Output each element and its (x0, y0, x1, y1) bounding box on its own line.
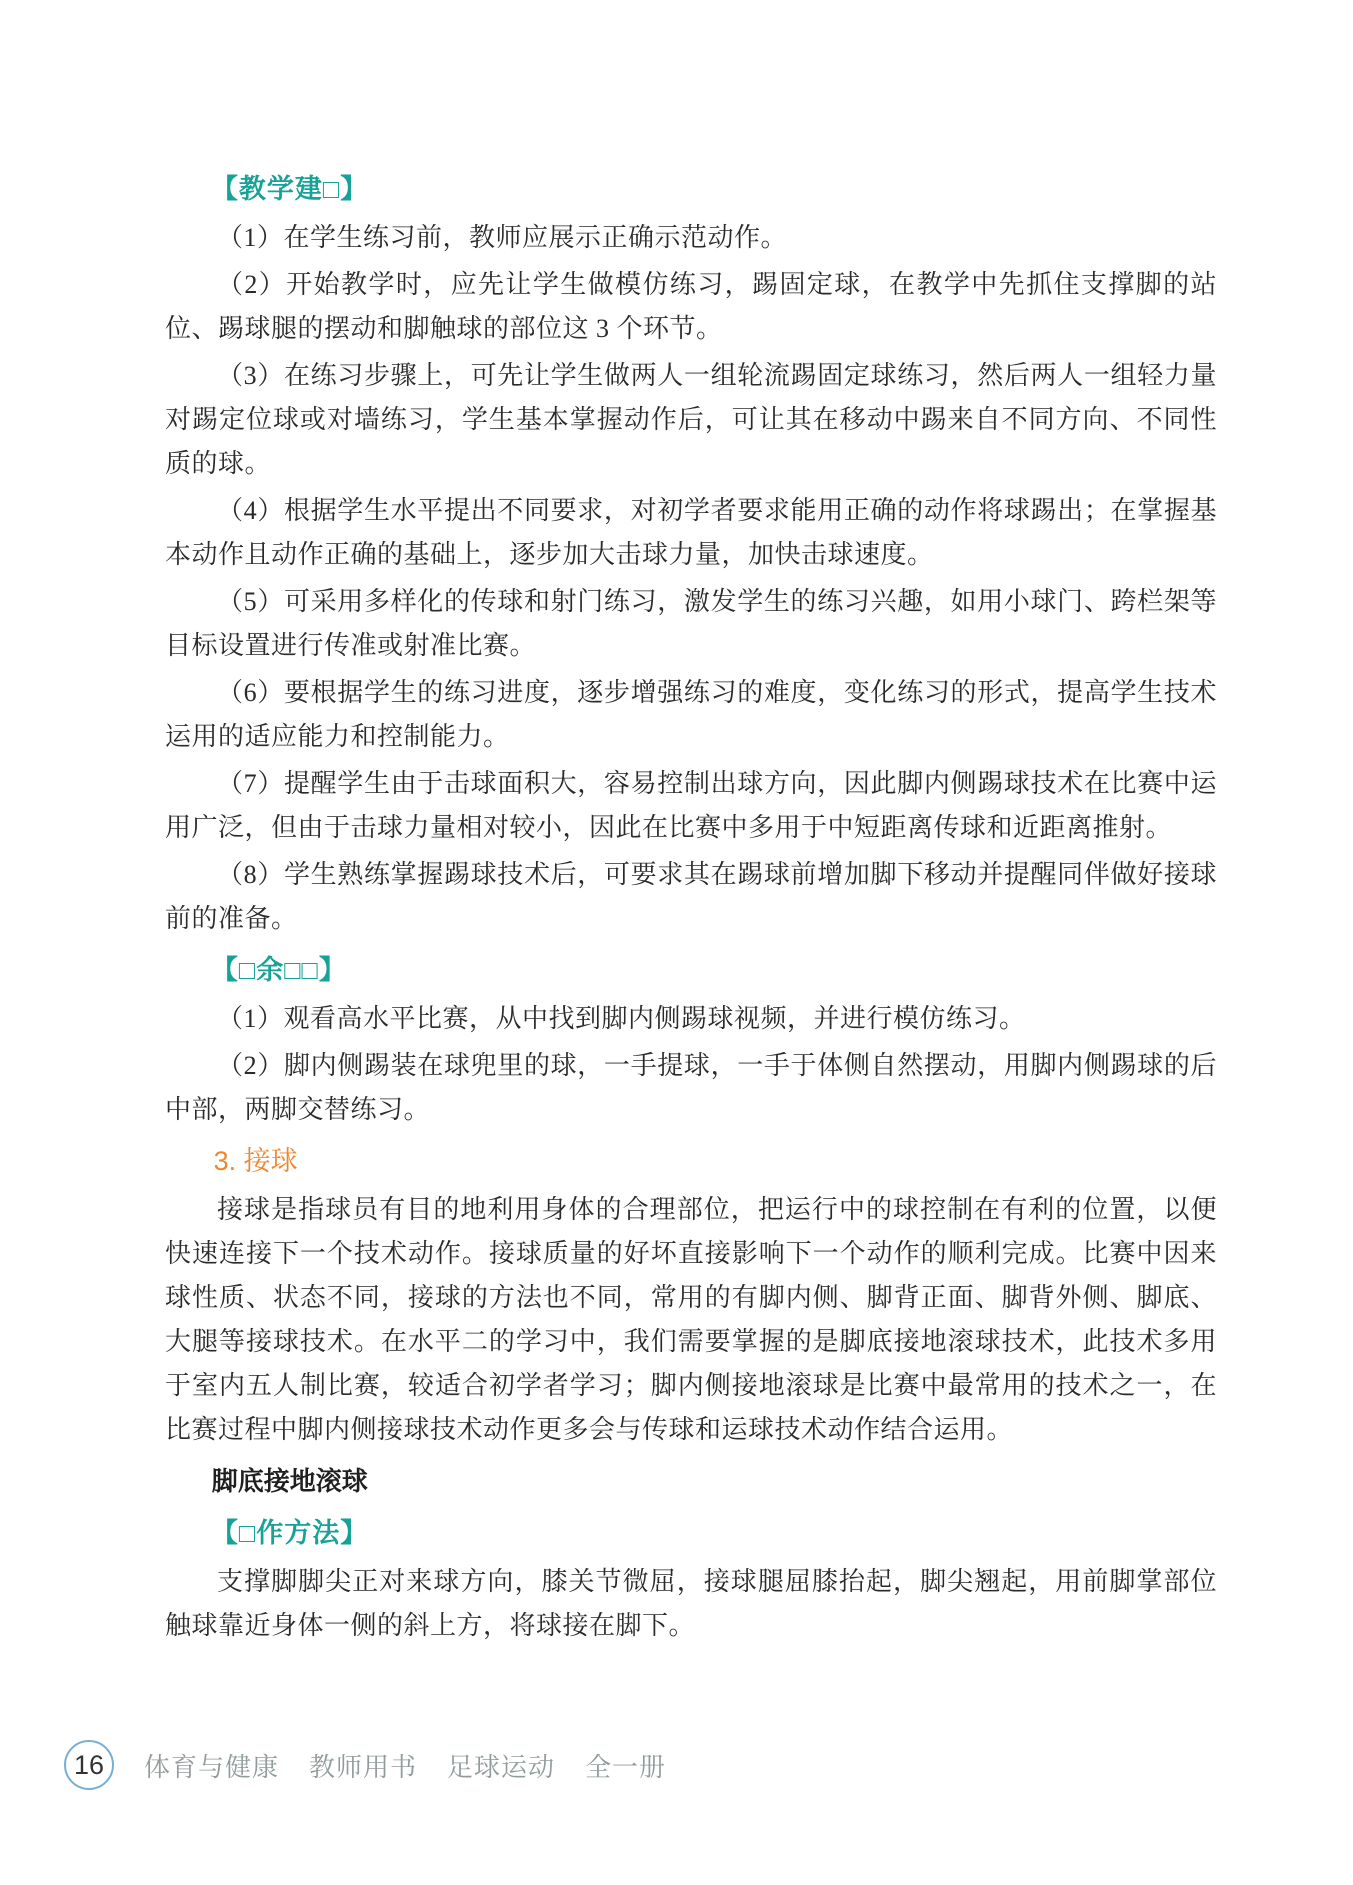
page-footer (64, 1740, 666, 1790)
paragraph-suggestion-8: （8）学生熟练掌握踢球技术后，可要求其在踢球前增加脚下移动并提醒同伴做好接球前的准备。 (165, 860, 1217, 933)
paragraph-suggestion-2: （2）开始教学时，应先让学生做模仿练习，踢固定球，在教学中先抓住支撑脚的站位、踢球腿的摆动和脚触球的部位这 3 个环节。 (165, 270, 1217, 343)
page-number: 16 (73, 1749, 105, 1780)
page-number-badge (64, 1740, 114, 1790)
footer-book-title (144, 1747, 666, 1784)
footer-segment-sport: 足球运动 (447, 1751, 556, 1782)
paragraph-suggestion-3: （3）在练习步骤上，可先让学生做两人一组轮流踢固定球练习，然后两人一组轻力量对踢定位球或对墙练习，学生基本掌握动作后，可让其在移动中踢来自不同方向、不同性质的球。 (165, 361, 1217, 478)
paragraph-suggestion-4: （4）根据学生水平提出不同要求，对初学者要求能用正确的动作将球踢出；在掌握基本动作且动作正确的基础上，逐步加大击球力量，加快击球速度。 (165, 496, 1217, 569)
subheading-sole-ground-ball: 脚底接地滚球 (211, 1466, 368, 1496)
footer-segment-volume: 全一册 (585, 1751, 667, 1782)
paragraph-receiving-intro: 接球是指球员有目的地利用身体的合理部位，把运行中的球控制在有利的位置，以便快速连接下一个技术动作。接球质量的好坏直接影响下一个动作的顺利完成。比赛中因来球性质、状态不同，接球的方法也不同，常用的有脚内侧、脚背正面、脚背外侧、脚底、大腿等接球技术。在水平二的学习中，我们需要掌握的是脚底接地滚球技术，此技术多用于室内五人制比赛，较适合初学者学习；脚内侧接地滚球是比赛中最常用的技术之一，在比赛过程中脚内侧接球技术动作更多会与传球和运球技术动作结合运用。 (165, 1195, 1217, 1444)
paragraph-extra-practice-1: （1）观看高水平比赛，从中找到脚内侧踢球视频，并进行模仿练习。 (217, 1004, 1026, 1033)
paragraph-suggestion-5: （5）可采用多样化的传球和射门练习，激发学生的练习兴趣，如用小球门、跨栏架等目标设置进行传准或射准比赛。 (165, 587, 1217, 660)
paragraph-extra-practice-2: （2）脚内侧踢装在球兜里的球，一手提球，一手于体侧自然摆动，用脚内侧踢球的后中部，两脚交替练习。 (165, 1051, 1217, 1124)
section-heading-action-method: 【□作方法】 (210, 1518, 369, 1548)
section-heading-teaching-suggestions: 【教学建□】 (210, 174, 369, 204)
footer-segment-subject: 体育与健康 (144, 1751, 280, 1782)
paragraph-suggestion-7: （7）提醒学生由于击球面积大，容易控制出球方向，因此脚内侧踢球技术在比赛中运用广泛，但由于击球力量相对较小，因此在比赛中多用于中短距离传球和近距离推射。 (165, 769, 1217, 842)
paragraph-suggestion-6: （6）要根据学生的练习进度，逐步增强练习的难度，变化练习的形式，提高学生技术运用的适应能力和控制能力。 (165, 678, 1217, 751)
subsection-heading-receiving: 3. 接球 (213, 1146, 298, 1176)
page-content (165, 160, 1217, 1651)
section-heading-extra-practice: 【□余□□】 (210, 955, 347, 985)
paragraph-action-method: 支撑脚脚尖正对来球方向，膝关节微屈，接球腿屈膝抬起，脚尖翘起，用前脚掌部位触球靠近身体一侧的斜上方，将球接在脚下。 (165, 1567, 1217, 1640)
paragraph-suggestion-1: （1）在学生练习前，教师应展示正确示范动作。 (217, 223, 788, 252)
footer-segment-edition: 教师用书 (309, 1751, 418, 1782)
